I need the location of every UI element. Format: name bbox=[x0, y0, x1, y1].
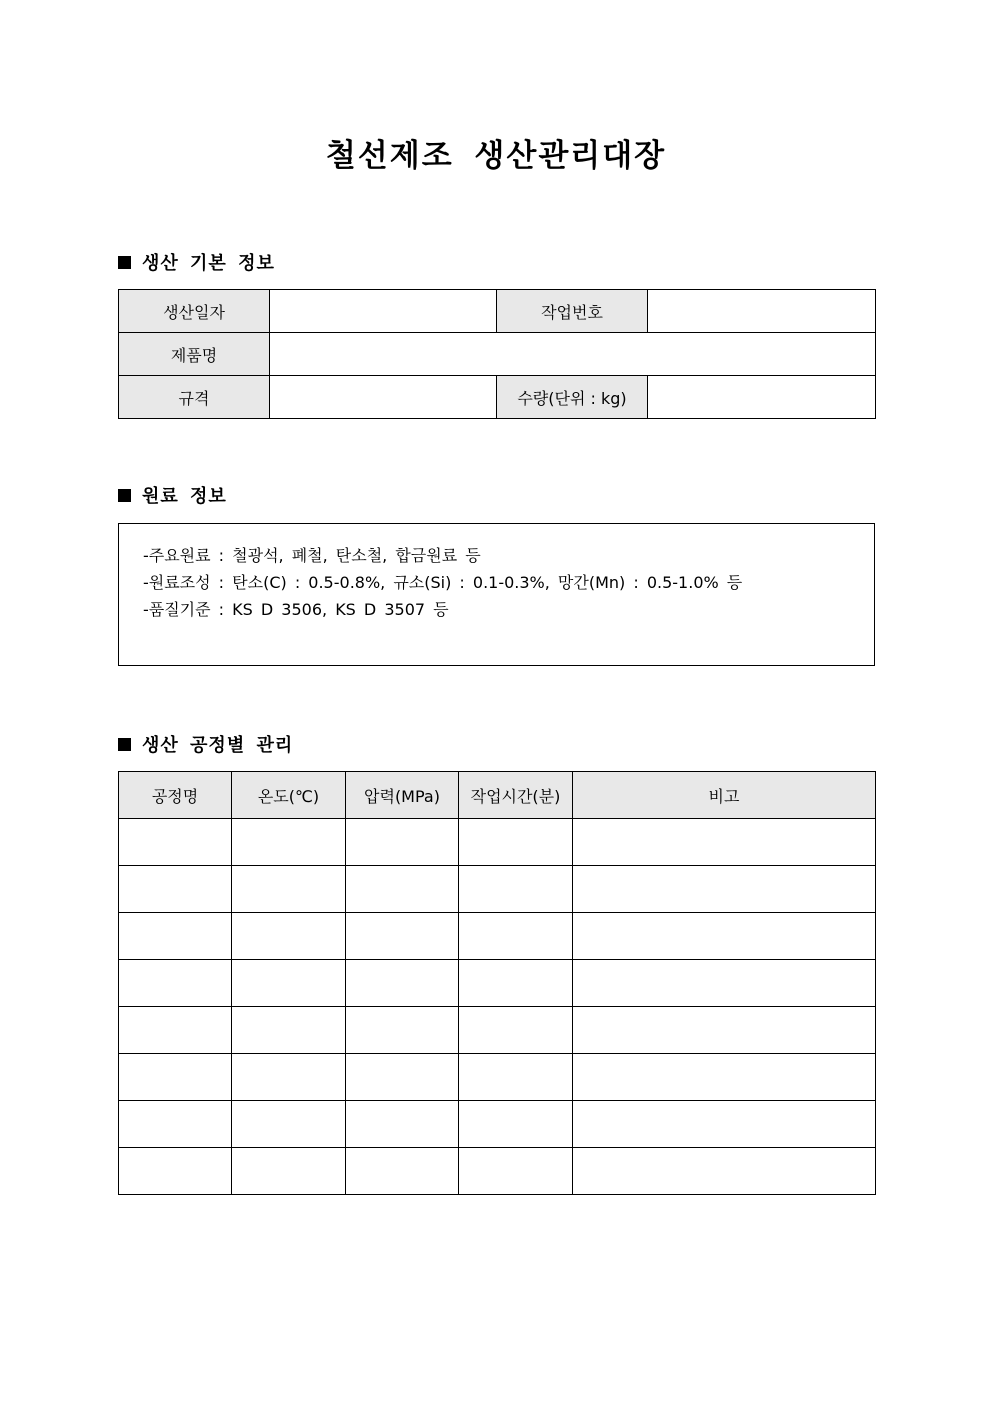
process-name-cell[interactable] bbox=[119, 866, 232, 913]
process-name-cell[interactable] bbox=[119, 1054, 232, 1101]
process-table-header bbox=[119, 772, 876, 819]
temperature-cell[interactable] bbox=[232, 1101, 346, 1148]
process-name-cell[interactable] bbox=[119, 819, 232, 866]
work-time-cell[interactable] bbox=[459, 913, 573, 960]
table-row bbox=[119, 819, 876, 866]
process-name-cell[interactable] bbox=[119, 913, 232, 960]
section-heading-material-info bbox=[118, 485, 227, 509]
section-heading-label: 생산 공정별 관리 bbox=[142, 735, 294, 756]
remarks-cell[interactable] bbox=[573, 1148, 876, 1195]
pressure-cell[interactable] bbox=[346, 960, 459, 1007]
square-bullet-icon bbox=[118, 738, 131, 751]
pressure-cell[interactable] bbox=[346, 913, 459, 960]
remarks-cell[interactable] bbox=[573, 866, 876, 913]
quantity-label: 수량(단위 : kg) bbox=[497, 376, 648, 419]
work-number-field[interactable] bbox=[648, 290, 876, 333]
table-row bbox=[119, 960, 876, 1007]
process-name-cell[interactable] bbox=[119, 1101, 232, 1148]
column-header-work-time: 작업시간(분) bbox=[459, 772, 573, 819]
basic-info-row-product bbox=[119, 333, 876, 376]
basic-info-row-date bbox=[119, 290, 876, 333]
column-header-temperature: 온도(℃) bbox=[232, 772, 346, 819]
temperature-cell[interactable] bbox=[232, 866, 346, 913]
table-row bbox=[119, 1054, 876, 1101]
material-info-lines bbox=[143, 542, 742, 623]
work-time-cell[interactable] bbox=[459, 1007, 573, 1054]
pressure-cell[interactable] bbox=[346, 1054, 459, 1101]
remarks-cell[interactable] bbox=[573, 1054, 876, 1101]
basic-info-table bbox=[118, 289, 876, 419]
table-row bbox=[119, 913, 876, 960]
section-heading-label: 생산 기본 정보 bbox=[142, 253, 275, 274]
process-name-cell[interactable] bbox=[119, 960, 232, 1007]
pressure-cell[interactable] bbox=[346, 819, 459, 866]
pressure-cell[interactable] bbox=[346, 866, 459, 913]
table-row bbox=[119, 1101, 876, 1148]
page-title: 철선제조 생산관리대장 bbox=[325, 138, 667, 174]
square-bullet-icon bbox=[118, 489, 131, 502]
spec-field[interactable] bbox=[270, 376, 497, 419]
temperature-cell[interactable] bbox=[232, 960, 346, 1007]
section-heading-basic-info bbox=[118, 252, 275, 276]
column-header-remarks: 비고 bbox=[573, 772, 876, 819]
section-heading-process-management bbox=[118, 734, 293, 758]
production-date-field[interactable] bbox=[270, 290, 497, 333]
pressure-cell[interactable] bbox=[346, 1148, 459, 1195]
process-name-cell[interactable] bbox=[119, 1148, 232, 1195]
column-header-process-name: 공정명 bbox=[119, 772, 232, 819]
process-name-cell[interactable] bbox=[119, 1007, 232, 1054]
pressure-cell[interactable] bbox=[346, 1007, 459, 1054]
temperature-cell[interactable] bbox=[232, 1148, 346, 1195]
remarks-cell[interactable] bbox=[573, 1007, 876, 1054]
work-time-cell[interactable] bbox=[459, 1101, 573, 1148]
work-time-cell[interactable] bbox=[459, 866, 573, 913]
remarks-cell[interactable] bbox=[573, 960, 876, 1007]
remarks-cell[interactable] bbox=[573, 913, 876, 960]
product-name-field[interactable] bbox=[270, 333, 876, 376]
spec-label: 규격 bbox=[119, 376, 270, 419]
basic-info-row-spec bbox=[119, 376, 876, 419]
square-bullet-icon bbox=[118, 256, 131, 269]
quantity-field[interactable] bbox=[648, 376, 876, 419]
remarks-cell[interactable] bbox=[573, 1101, 876, 1148]
remarks-cell[interactable] bbox=[573, 819, 876, 866]
temperature-cell[interactable] bbox=[232, 1007, 346, 1054]
material-info-box bbox=[118, 523, 875, 666]
material-line-main: -주요원료 : 철광석, 폐철, 탄소철, 합금원료 등 bbox=[143, 546, 481, 565]
table-row bbox=[119, 1007, 876, 1054]
work-number-label: 작업번호 bbox=[497, 290, 648, 333]
temperature-cell[interactable] bbox=[232, 913, 346, 960]
table-row bbox=[119, 866, 876, 913]
production-date-label: 생산일자 bbox=[119, 290, 270, 333]
work-time-cell[interactable] bbox=[459, 819, 573, 866]
work-time-cell[interactable] bbox=[459, 1148, 573, 1195]
material-line-composition: -원료조성 : 탄소(C) : 0.5-0.8%, 규소(Si) : 0.1-0.3%, 망간(Mn) : 0.5-1.0% 등 bbox=[143, 573, 743, 592]
material-line-quality: -품질기준 : KS D 3506, KS D 3507 등 bbox=[143, 600, 449, 619]
product-name-label: 제품명 bbox=[119, 333, 270, 376]
table-row bbox=[119, 1148, 876, 1195]
temperature-cell[interactable] bbox=[232, 1054, 346, 1101]
column-header-pressure: 압력(MPa) bbox=[346, 772, 459, 819]
section-heading-label: 원료 정보 bbox=[142, 486, 227, 507]
process-table bbox=[118, 771, 876, 1195]
work-time-cell[interactable] bbox=[459, 1054, 573, 1101]
pressure-cell[interactable] bbox=[346, 1101, 459, 1148]
temperature-cell[interactable] bbox=[232, 819, 346, 866]
work-time-cell[interactable] bbox=[459, 960, 573, 1007]
